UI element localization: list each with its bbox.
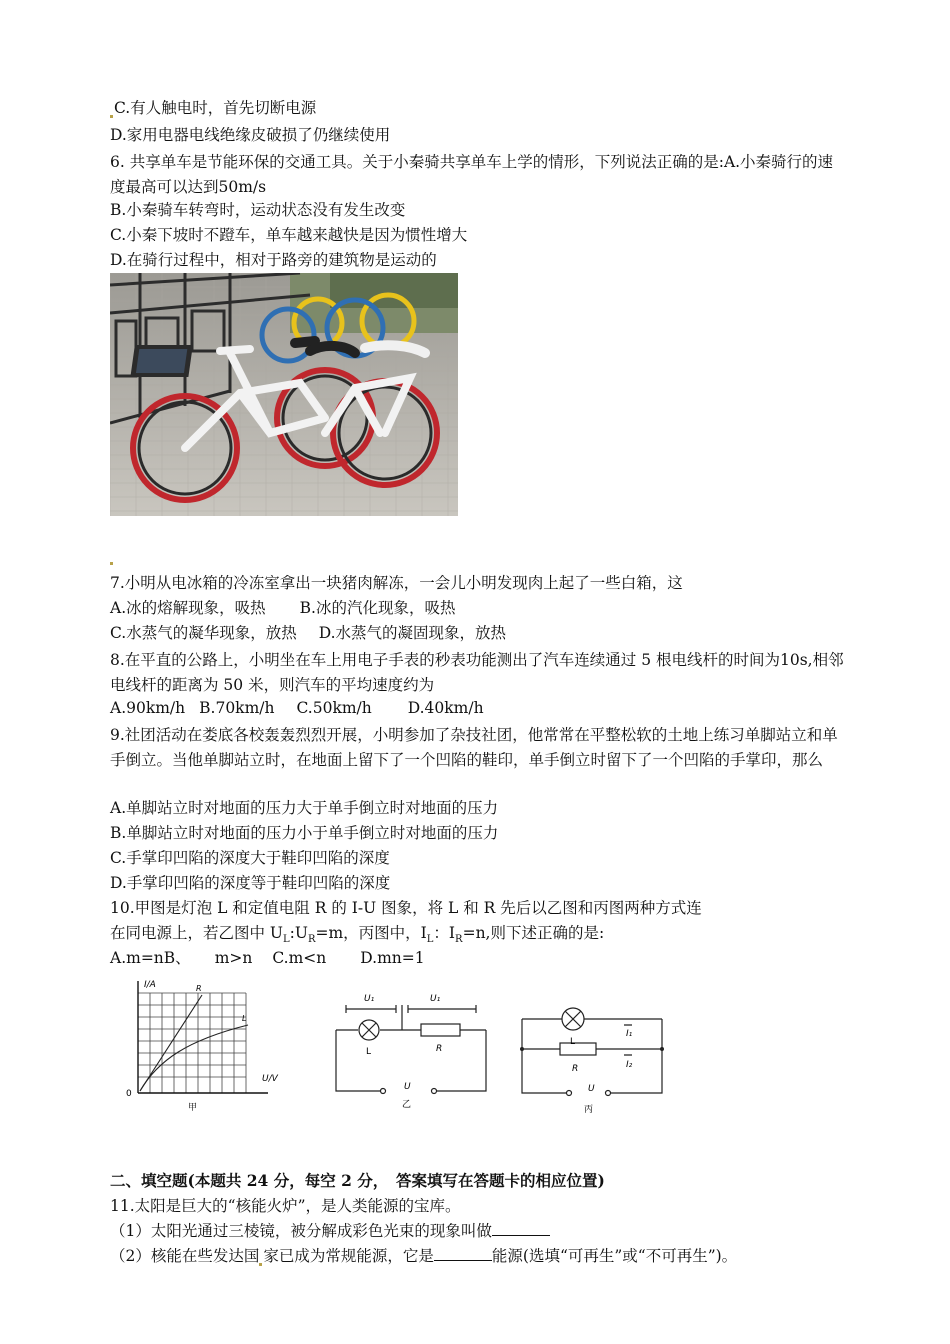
graph-grid <box>138 990 246 1093</box>
q6-option-b: B.小秦骑车转弯时，运动状态没有发生改变 <box>110 201 406 219</box>
q7-option-b: B.冰的汽化现象，吸热 <box>299 599 456 617</box>
bing-source-label: U <box>588 1084 595 1094</box>
q5-option-d: D.家用电器电线绝缘皮破损了仍继续使用 <box>110 126 391 144</box>
q6-option-d: D.在骑行过程中，相对于路旁的建筑物是运动的 <box>110 251 437 269</box>
q10-option-b: m>n <box>214 949 253 967</box>
bing-caption: 丙 <box>584 1105 594 1115</box>
q11-part2: （2）核能在些发达国 家已成为常规能源，它是 能源(选填“可再生”或“不可再生”)。 <box>110 1247 738 1265</box>
q10-options <box>110 948 425 968</box>
q7-options-ab <box>110 598 455 618</box>
graph-curve-l-label: L <box>242 1014 247 1023</box>
q7-option-d: D.水蒸气的凝固现象，放热 <box>318 624 507 642</box>
graph-x-label: U/V <box>262 1074 278 1084</box>
yi-u1-right-label: U₁ <box>430 994 441 1004</box>
answer-blank[interactable] <box>492 1221 550 1236</box>
q8-option-d: D.40km/h <box>407 699 484 717</box>
yi-lamp-label: L <box>366 1047 372 1057</box>
series-circuit-figure <box>326 975 496 1119</box>
iu-graph <box>118 975 298 1115</box>
q6-stem: 6. 共享单车是节能环保的交通工具。关于小秦骑共享单车上学的情形，下列说法正确的是:A.小秦骑行的速度最高可以达到50m/s <box>110 153 834 196</box>
q7-option-a: A.冰的熔解现象，吸热 <box>110 599 266 617</box>
q9-option-a: A.单脚站立时对地面的压力大于单手倒立时对地面的压力 <box>110 799 499 817</box>
q8-stem: 8.在平直的公路上，小明坐在车上用电子手表的秒表功能测出了汽车连续通过 5 根电线杆的时间为10s,相邻电线杆的距离为 50 米，则汽车的平均速度约为 <box>110 651 844 694</box>
q7-options-cd <box>110 623 506 643</box>
q7-stem: 7.小明从电冰箱的冷冻室拿出一块猪肉解冻，一会儿小明发现肉上起了一些白箱，这 <box>110 574 683 592</box>
junction-dot <box>520 1047 524 1051</box>
marker-dot <box>110 546 114 565</box>
q11-part1: （1）太阳光通过三棱镜，被分解成彩色光束的现象叫做 <box>110 1221 550 1241</box>
yi-caption: 乙 <box>402 1100 412 1110</box>
section2-heading: 二、填空题(本题共 24 分，每空 2 分， 答案填写在答题卡的相应位置) <box>110 1171 605 1190</box>
q8-option-c: C.50km/h <box>296 699 372 717</box>
q6-option-c: C.小秦下坡时不蹬车，单车越来越快是因为惯性增大 <box>110 226 468 244</box>
shared-bikes-photo <box>110 273 458 516</box>
q10-option-d: D.mn=1 <box>360 949 425 967</box>
shared-bikes-illustration <box>110 273 458 516</box>
yi-resistor-label: R <box>436 1044 443 1054</box>
marker-dot <box>259 1263 262 1266</box>
q10-stem-line1: 10.甲图是灯泡 L 和定值电阻 R 的 I-U 图象，将 L 和 R 先后以乙图和丙图两种方式连 <box>110 899 702 917</box>
yi-source-label: U <box>404 1082 411 1092</box>
q9-option-d: D.手掌印凹陷的深度等于鞋印凹陷的深度 <box>110 874 391 892</box>
q9-stem: 9.社团活动在娄底各校轰轰烈烈开展，小明参加了杂技社团，他常常在平整松软的土地上练习单脚站立和单手倒立。当他单脚站立时，在地面上留下了一个凹陷的鞋印，单手倒立时留下了一个凹陷的手掌印，那么 <box>110 726 838 769</box>
bing-lamp-label: L <box>570 1037 576 1047</box>
q8-option-a: A.90km/h <box>110 699 186 717</box>
q8-options <box>110 698 484 718</box>
q9-option-b: B.单脚站立时对地面的压力小于单手倒立时对地面的压力 <box>110 824 499 842</box>
series-circuit <box>326 975 496 1115</box>
marker-dot <box>110 115 113 118</box>
graph-origin: 0 <box>126 1089 132 1099</box>
q8-option-b: B.70km/h <box>199 699 275 717</box>
junction-dot <box>660 1047 664 1051</box>
q10-stem-line2: 在同电源上，若乙图中 $U_L:U_R=m$，丙图中，$I_L$：$I_R=n$,则下述正确的是: <box>110 924 605 946</box>
bing-resistor-label: R <box>572 1064 579 1074</box>
yi-u1-left-label: U₁ <box>364 994 375 1004</box>
answer-blank[interactable] <box>434 1246 492 1261</box>
iu-graph-figure <box>118 975 298 1119</box>
q7-option-c: C.水蒸气的凝华现象，放热 <box>110 624 297 642</box>
q9-option-c: C.手掌印凹陷的深度大于鞋印凹陷的深度 <box>110 849 390 867</box>
q11-stem: 11.太阳是巨大的“核能火炉”，是人类能源的宝库。 <box>110 1197 461 1215</box>
q10-option-a: A.m=nB、 <box>110 949 191 967</box>
bing-i1-label: I₁ <box>626 1029 633 1039</box>
parallel-circuit-figure <box>512 975 672 1124</box>
graph-curve-r-label: R <box>196 984 202 993</box>
curve-l <box>140 1025 248 1091</box>
graph-caption: 甲 <box>188 1103 198 1113</box>
q10-option-c: C.m<n <box>272 949 327 967</box>
bing-i2-label: I₂ <box>626 1060 633 1070</box>
graph-y-label: I/A <box>144 980 156 990</box>
q5-option-c: C.有人触电时，首先切断电源 <box>110 98 316 118</box>
parallel-circuit <box>512 975 672 1120</box>
